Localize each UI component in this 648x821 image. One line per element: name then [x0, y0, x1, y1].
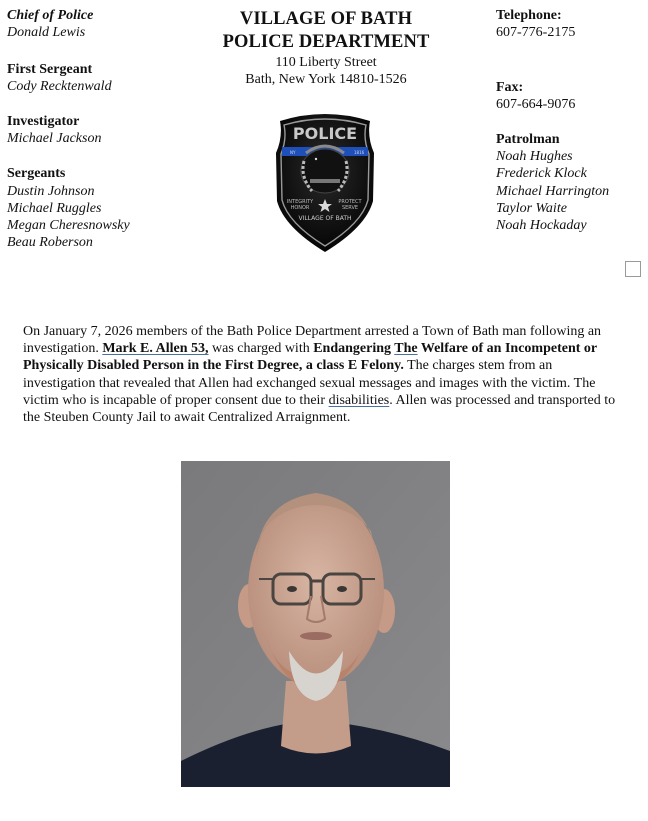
svg-text:PROTECT: PROTECT — [338, 199, 362, 205]
svg-text:INTEGRITY: INTEGRITY — [286, 199, 314, 205]
release-intro: On January 7, 2026 members of the Bath Police Department arrested a Town of Bath man following an investigation. — [23, 324, 602, 357]
fax-label: Fax: — [496, 79, 524, 95]
staff-right-column — [496, 7, 646, 234]
svg-text:HONOR: HONOR — [290, 205, 310, 211]
chief-name: Donald Lewis — [7, 25, 86, 41]
sergeant-name: Beau Roberson — [7, 235, 93, 251]
svg-text:1816: 1816 — [354, 150, 365, 155]
investigator-name: Michael Jackson — [7, 131, 102, 147]
patrolman-name: Noah Hockaday — [496, 218, 587, 234]
release-closing: . Allen was processed and transported to the Steuben County Jail to await Centralized Arraignment. — [23, 392, 616, 426]
fax-number: 607-664-9076 — [496, 96, 576, 112]
chief-title: Chief of Police — [7, 8, 94, 23]
department-title-line1: VILLAGE OF BATH — [239, 9, 413, 29]
patrolman-name: Frederick Klock — [496, 166, 587, 182]
staff-left-column — [7, 7, 207, 252]
suspect-name: Mark E. Allen 53, — [102, 341, 209, 357]
sergeant-name: Megan Cheresnowsky — [7, 218, 130, 234]
address-street: 110 Liberty Street — [275, 55, 377, 70]
police-badge-logo — [270, 109, 380, 254]
charge-part-b: Welfare of an Incompetent or Physically Disabled Person in the First Degree, a class E Felony. — [23, 341, 597, 374]
address-city: Bath, New York 14810-1526 — [245, 72, 407, 87]
patrolman-name: Noah Hughes — [496, 148, 573, 164]
sergeant-name: Michael Ruggles — [7, 200, 102, 216]
sergeant-name: Dustin Johnson — [7, 183, 95, 199]
patrolman-name: Taylor Waite — [496, 200, 567, 216]
badge-title: POLICE — [292, 124, 358, 143]
department-title-line2: POLICE DEPARTMENT — [222, 32, 430, 52]
first-sergeant-name: Cody Recktenwald — [7, 79, 112, 95]
letterhead — [200, 8, 452, 88]
release-charged: was charged with — [208, 341, 314, 357]
telephone-label: Telephone: — [496, 8, 562, 23]
first-sergeant-title: First Sergeant — [7, 62, 93, 78]
telephone-number: 607-776-2175 — [496, 25, 576, 41]
patrolman-title: Patrolman — [496, 131, 560, 147]
patrolman-name: Michael Harrington — [496, 183, 610, 199]
disabilities-word: disabilities — [328, 392, 390, 408]
checkbox[interactable] — [625, 261, 641, 277]
release-details: The charges stem from an investigation that revealed that Allen had exchanged sexual messages and images with the victim. The victim who is incapable of proper consent due to their — [23, 358, 596, 408]
svg-text:VILLAGE OF BATH: VILLAGE OF BATH — [298, 215, 352, 222]
press-release-paragraph — [23, 323, 623, 426]
svg-text:NY: NY — [290, 150, 296, 155]
sergeants-title: Sergeants — [7, 166, 66, 182]
suspect-photo — [181, 461, 450, 787]
charge-part-a: Endangering — [313, 341, 395, 357]
svg-text:SERVE: SERVE — [341, 205, 359, 211]
charge-the: The — [394, 341, 418, 357]
investigator-title: Investigator — [7, 114, 80, 130]
